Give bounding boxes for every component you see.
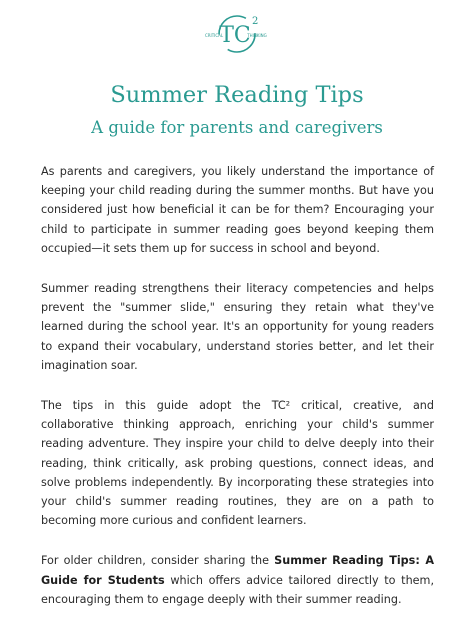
logo-critical-text: CRITICAL bbox=[204, 33, 224, 38]
older-children-text-start: For older children, consider sharing the bbox=[41, 554, 275, 568]
paragraph-older-children bbox=[41, 551, 434, 609]
tc2-logo bbox=[204, 8, 267, 60]
paragraph-approach: The tips in this guide adopt the TC² critical, creative, and collaborative thinking approach, enriching your child's summer reading adventure. They inspire your child to delve deeply into their reading, think critically, ask probing questions, connect ideas, and solve problems independently. By incorporating these strategies into your child's summer reading routines, they are on a path to becoming more curious and confident learners. bbox=[41, 399, 434, 528]
page-title: Summer Reading Tips bbox=[110, 82, 364, 108]
page-subtitle: A guide for parents and caregivers bbox=[91, 118, 383, 137]
logo-superscript: 2 bbox=[252, 16, 259, 27]
older-children-text-end: which offers advice tailored directly to them, encouraging them to engage deeply with their summer reading. bbox=[41, 573, 434, 606]
body-text bbox=[41, 162, 434, 630]
logo-thinking-text: THINKING bbox=[247, 33, 267, 38]
paragraph-benefits: Summer reading strengthens their literacy competencies and helps prevent the "summer slide," ensuring they retain what they've learned during the school year. It's an opportunity for young readers to expand their vocabulary, understand stories better, and let their imagination soar. bbox=[41, 282, 434, 372]
paragraph-intro: As parents and caregivers, you likely understand the importance of keeping your child reading during the summer months. But have you considered just how beneficial it can be for them? Encouraging your child to participate in summer reading goes beyond keeping them occupied—it sets them up for success in school and beyond. bbox=[41, 165, 434, 255]
logo-mark: TC bbox=[219, 23, 251, 48]
student-guide-title: Summer Reading Tips: A Guide for Students bbox=[41, 554, 434, 587]
